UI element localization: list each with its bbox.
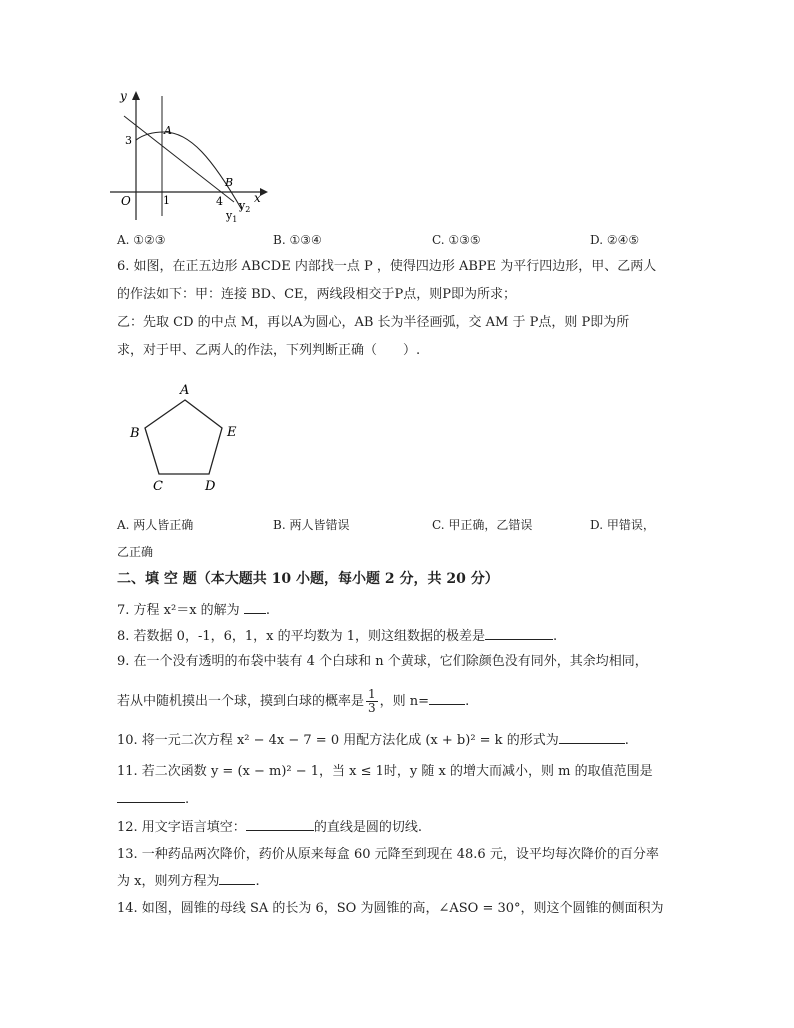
q13-line-2: 为 x，则列方程为 . — [117, 874, 260, 889]
q9-line-1: 9. 在一个没有透明的布袋中装有 4 个白球和 n 个黄球，它们除颜色没有同外，其余均相同， — [117, 654, 648, 669]
q10-answer-blank[interactable] — [559, 731, 625, 744]
q12-answer-blank[interactable] — [246, 818, 314, 831]
y-axis-arrow — [132, 91, 140, 100]
tick-4: 4 — [216, 195, 223, 208]
y2-label: $y_2$ — [239, 199, 251, 214]
q7-answer-blank[interactable] — [244, 601, 266, 614]
q6-line-2: 的作法如下：甲：连接 BD、CE，两线段相交于P点，则P即为所求； — [117, 287, 517, 302]
pentagon-figure — [125, 378, 245, 496]
q5-option-b[interactable]: B. ①③④ — [273, 233, 322, 247]
question-12: 12. 用文字语言填空： 的直线是圆的切线. — [117, 820, 422, 835]
q8-answer-blank[interactable] — [485, 627, 553, 640]
tick-1: 1 — [163, 194, 170, 207]
q9-fraction: $\frac{1}{3}$ — [368, 687, 376, 715]
section-2-title: 二、填 空 题（本大题共 10 小题，每小题 2 分，共 20 分） — [117, 571, 499, 587]
q6-option-d[interactable]: D. 甲错误， — [590, 518, 655, 532]
q6-option-d-cont: 乙正确 — [117, 545, 154, 559]
q14-line-1: 14. 如图，圆锥的母线 SA 的长为 6，SO 为圆锥的高，∠ASO = 30°，则这个圆锥的侧面积为 — [117, 901, 664, 916]
q9-answer-blank[interactable] — [429, 692, 465, 705]
question-9-line-2: 若从中随机摸出一个球，摸到白球的概率是 $\frac{1}{3}$ ，则 n= . — [117, 687, 470, 715]
vertex-a: A — [180, 383, 190, 398]
origin-label: O — [121, 194, 131, 208]
y1-label: $y_1$ — [226, 209, 238, 224]
vertex-e: E — [227, 425, 237, 440]
vertex-d: D — [205, 479, 216, 494]
q13-answer-blank[interactable] — [219, 872, 255, 885]
x-axis-arrow — [260, 188, 268, 196]
q6-option-b[interactable]: B. 两人皆错误 — [273, 518, 350, 532]
q6-option-a[interactable]: A. 两人皆正确 — [117, 518, 194, 532]
q5-option-d[interactable]: D. ②④⑤ — [590, 233, 640, 247]
q6-line-3: 乙：先取 CD 的中点 M，再以A为圆心，AB 长为半径画弧，交 AM 于 P点，则 P即为所 — [117, 315, 630, 330]
question-7: 7. 方程 x²＝x 的解为 . — [117, 603, 270, 618]
y-axis-label: y — [120, 89, 127, 103]
question-10: 10. 将一元二次方程 x² − 4x − 7 = 0 用配方法化成 (x + b)² = k 的形式为 . — [117, 733, 629, 748]
q6-line-1: 6. 如图，在正五边形 ABCDE 内部找一点 P ，使得四边形 ABPE 为平行四边形，甲、乙两人 — [117, 259, 657, 274]
q5-option-a[interactable]: A. ①②③ — [117, 233, 166, 247]
q13-line-1: 13. 一种药品两次降价，药价从原来每盒 60 元降至到现在 48.6 元，设平均每次降价的百分率 — [117, 847, 659, 862]
point-b-label: B — [225, 176, 234, 189]
pentagon-abcde — [145, 400, 222, 474]
q11-line-1: 11. 若二次函数 y = (x − m)² − 1，当 x ≤ 1时，y 随 x 的增大而减小，则 m 的取值范围是 — [117, 764, 653, 779]
parabola-y2 — [136, 132, 242, 210]
vertex-c: C — [153, 479, 163, 494]
q11-line-2: . — [117, 790, 189, 809]
function-graph — [110, 88, 270, 228]
question-8: 8. 若数据 0，-1，6，1，x 的平均数为 1，则这组数据的极差是 . — [117, 629, 558, 644]
q6-line-4: 求，对于甲、乙两人的作法，下列判断正确（ ）. — [117, 343, 421, 358]
x-axis-label: x — [254, 191, 261, 205]
vertex-b: B — [130, 426, 140, 441]
q11-answer-blank[interactable] — [117, 790, 185, 803]
line-y1 — [124, 116, 234, 202]
q6-option-c[interactable]: C. 甲正确，乙错误 — [432, 518, 533, 532]
tick-3: 3 — [125, 134, 132, 147]
point-a-label: A — [164, 124, 172, 137]
q5-option-c[interactable]: C. ①③⑤ — [432, 233, 481, 247]
